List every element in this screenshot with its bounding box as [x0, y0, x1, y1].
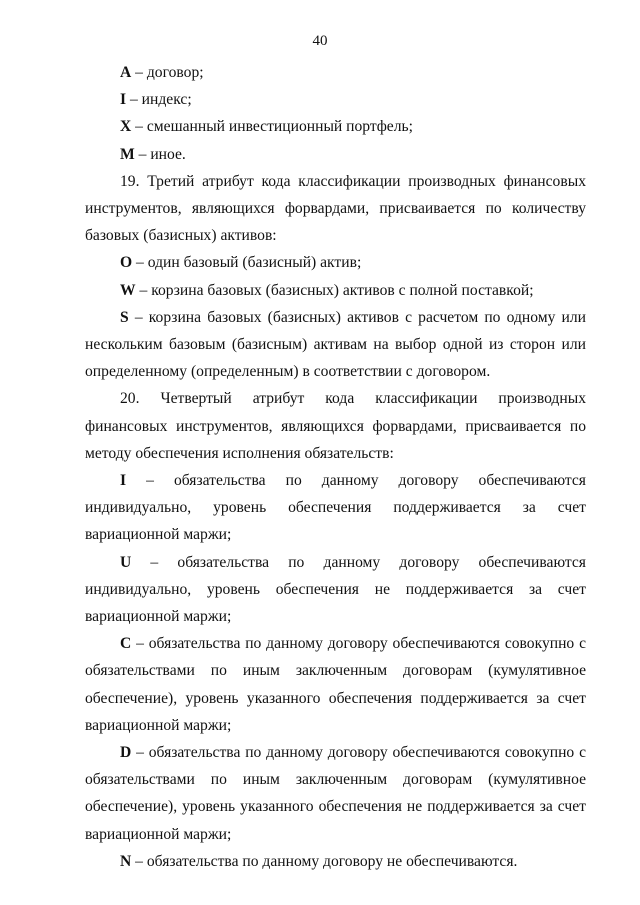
item-text: – обязательства по данному договору не обеспечиваются. — [131, 852, 518, 870]
paragraph-20: 20. Четвертый атрибут кода классификации производных финансовых инструментов, являющихся форвардами, присваивается по методу обеспечения исполнения обязательств: — [85, 390, 586, 462]
item-text: – смешанный инвестиционный портфель; — [131, 118, 413, 136]
list-item — [85, 113, 586, 140]
list-item — [85, 304, 586, 386]
list-item — [85, 277, 586, 304]
item-text: – обязательства по данному договору обеспечиваются совокупно с обязательствами по иным заключенным договорам (кумулятивное обеспечение), уровень указанного обеспечения поддерживается за счет вариационной маржи; — [85, 635, 586, 734]
code-letter: S — [120, 308, 129, 326]
item-text: – корзина базовых (базисных) активов с расчетом по одному или нескольким базовым (базисным) активам на выбор одной из сторон или определенному (определенным) в соответствии с договором. — [85, 308, 586, 381]
item-text: – иное. — [134, 145, 186, 163]
code-letter: I — [120, 91, 127, 109]
code-letter: X — [120, 118, 132, 136]
document-body — [85, 59, 586, 875]
list-item — [85, 739, 586, 848]
list-item — [85, 848, 586, 875]
item-text: – обязательства по данному договору обеспечиваются индивидуально, уровень обеспечения не поддерживается за счет вариационной маржи; — [85, 553, 586, 626]
list-item — [85, 141, 586, 168]
list-item — [85, 249, 586, 276]
list-item — [85, 467, 586, 549]
item-text: – корзина базовых (базисных) активов с полной поставкой; — [135, 281, 534, 299]
item-text: – договор; — [131, 64, 204, 81]
code-letter: I — [120, 472, 127, 490]
list-item — [85, 549, 586, 631]
item-text: – индекс; — [126, 91, 192, 109]
code-letter: W — [120, 281, 136, 299]
code-letter: A — [120, 64, 132, 81]
code-letter: O — [120, 254, 133, 272]
code-letter: M — [120, 145, 135, 163]
page-number: 40 — [312, 33, 328, 49]
item-text: – один базовый (базисный) актив; — [132, 254, 362, 272]
code-letter: D — [120, 744, 132, 762]
list-item — [85, 59, 586, 86]
paragraph-19: 19. Третий атрибут кода классификации производных финансовых инструментов, являющихся форвардами, присваивается по количеству базовых (базисных) активов: — [85, 172, 586, 245]
code-letter: U — [120, 553, 132, 571]
list-item — [85, 630, 586, 739]
item-text: – обязательства по данному договору обеспечиваются совокупно с обязательствами по иным заключенным договорам (кумулятивное обеспечение), уровень указанного обеспечения не поддерживается за счет вариационной маржи; — [85, 744, 586, 843]
code-letter: C — [120, 635, 132, 653]
item-text: – обязательства по данному договору обеспечиваются индивидуально, уровень обеспечения поддерживается за счет вариационной маржи; — [85, 472, 586, 544]
list-item — [85, 86, 586, 113]
code-letter: N — [120, 852, 132, 870]
